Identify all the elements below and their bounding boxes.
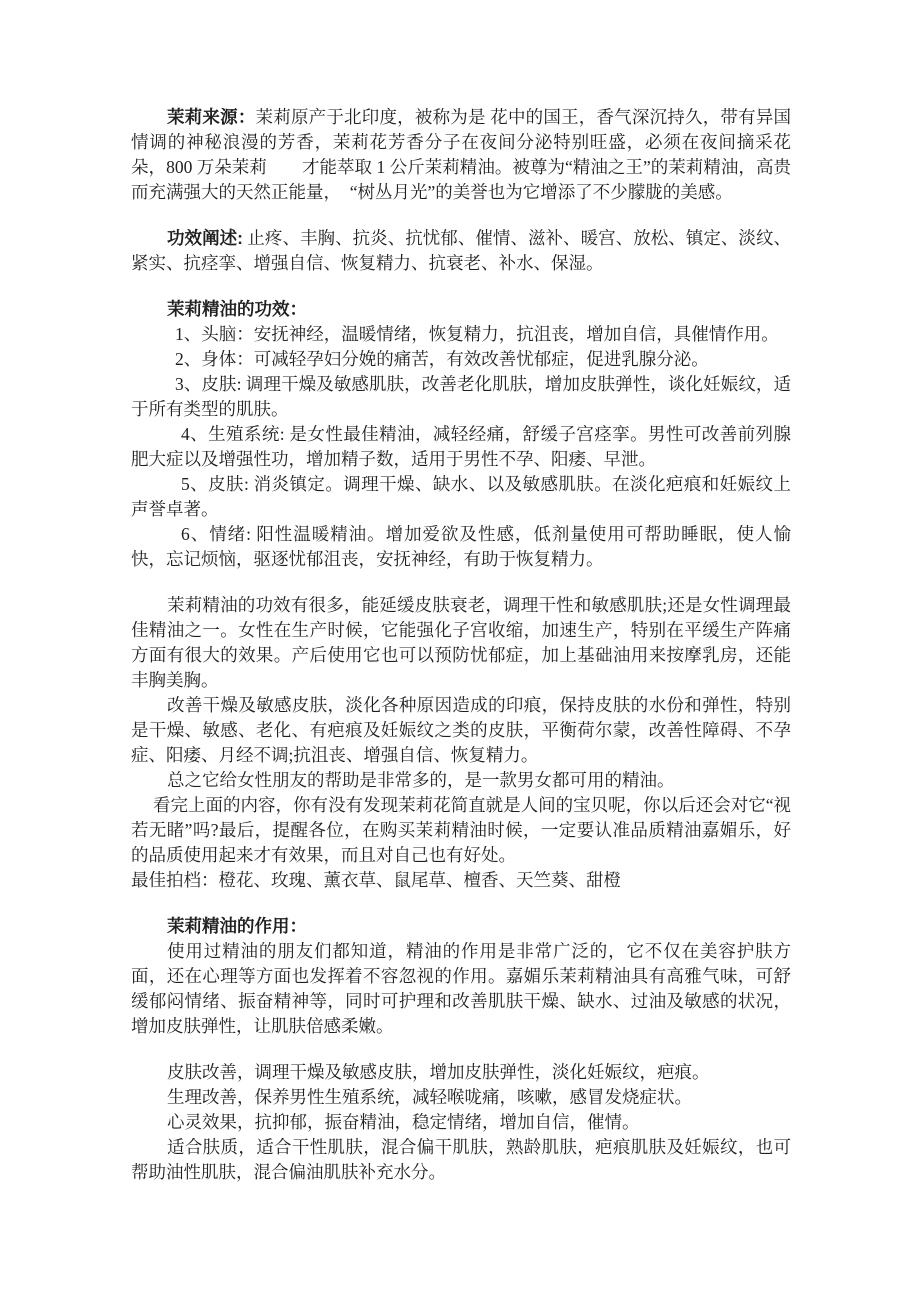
paragraph-summary: 总之它给女性朋友的帮助是非常多的，是一款男女都可用的精油。 — [167, 770, 675, 790]
heading-jasmine-oil-usage: 茉莉精油的作用： — [167, 916, 307, 936]
origin-lead-label: 茉莉来源： — [167, 107, 256, 127]
usage-point-mind: 心灵效果，抗抑郁，振奋精油，稳定情绪，增加自信，催情。 — [167, 1112, 640, 1132]
paragraph-best-partners: 最佳拍档：橙花、玫瑰、薰衣草、鼠尾草、檀香、天竺葵、甜橙 — [131, 870, 621, 890]
paragraph-jasmine-origin — [131, 105, 791, 205]
paragraph-benefits: 茉莉精油的功效有很多，能延缓皮肤衰老，调理干性和敏感肌肤;还是女性调理最佳精油之一。女性在生产时候，它能强化子宫收缩，加速生产，特别在平缓生产阵痛方面有很大的效果。产后使用它也可以预防忧郁症，加上基础油用来按摩乳房，还能丰胸美胸。 — [131, 595, 791, 690]
effects-summary-text: 止疼、丰胸、抗炎、抗忧郁、催情、滋补、暖宫、放松、镇定、淡纹、紧实、抗痉挛、增强自信、恢复精力、抗衰老、补水、保湿。 — [131, 228, 792, 273]
effect-item-4-reproductive: 4、生殖系统: 是女性最佳精油，减轻经痛，舒缓子宫痉挛。男性可改善前列腺肥大症以及增强性功，增加精子数，适用于男性不孕、阳痿、早泄。 — [131, 424, 791, 469]
usage-point-skin: 皮肤改善，调理干燥及敏感皮肤，增加皮肤弹性，淡化妊娠纹，疤痕。 — [167, 1062, 710, 1082]
usage-point-physiology: 生理改善，保养男性生殖系统，减轻喉咙痛，咳嗽，感冒发烧症状。 — [167, 1087, 692, 1107]
effect-item-5-skin: 5、皮肤: 消炎镇定。调理干燥、缺水、以及敏感肌肤。在淡化疤痕和妊娠纹上声誉卓著。 — [131, 474, 791, 519]
heading-jasmine-oil-effects: 茉莉精油的功效： — [167, 299, 307, 319]
paragraph-purchase-reminder: 看完上面的内容，你有没有发现茉莉花简直就是人间的宝贝呢，你以后还会对它“视若无睹”吗?最后，提醒各位，在购买茉莉精油时候，一定要认准品质精油嘉媚乐，好的品质使用起来才有效果，而且对自己也有好处。 — [131, 795, 791, 865]
paragraph-skin-improvement: 改善干燥及敏感皮肤，淡化各种原因造成的印痕，保持皮肤的水份和弹性，特别是干燥、敏感、老化、有疤痕及妊娠纹之类的皮肤，平衡荷尔蒙，改善性障碍、不孕症、阳痿、月经不调;抗沮丧、增强自信、恢复精力。 — [131, 695, 791, 765]
origin-text: 茉莉原产于北印度，被称为是 花中的国王，香气深沉持久，带有异国情调的神秘浪漫的芳香，茉莉花芳香分子在夜间分泌特别旺盛，必须在夜间摘采花朵，800 万朵茉莉 才能萃取 1 公斤茉莉精油。被尊为“精油之王”的茉莉精油，高贵而充满强大的天然正能量， “树丛月光”的美誉也为它增添了不少朦胧的美感。 — [131, 107, 792, 202]
effect-item-6-emotion: 6、情绪: 阳性温暖精油。增加爱欲及性感，低剂量使用可帮助睡眠，使人愉快，忘记烦恼，驱逐忧郁沮丧，安抚神经，有助于恢复精力。 — [131, 524, 791, 569]
effect-item-2-body: 2、身体：可减轻孕妇分娩的痛苦，有效改善忧郁症，促进乳腺分泌。 — [175, 349, 709, 369]
effect-item-1-brain: 1、头脑：安抚神经，温暖情绪，恢复精力，抗沮丧，增加自信，具催情作用。 — [175, 324, 779, 344]
paragraph-usage-intro: 使用过精油的朋友们都知道，精油的作用是非常广泛的，它不仅在美容护肤方面，还在心理等方面也发挥着不容忽视的作用。嘉媚乐茉莉精油具有高雅气味，可舒缓郁闷情绪、振奋精神等，同时可护理和改善肌肤干燥、缺水、过油及敏感的状况，增加皮肤弹性，让肌肤倍感柔嫩。 — [131, 941, 791, 1036]
effects-summary-lead-label: 功效阐述: — [167, 228, 243, 248]
paragraph-effects-summary — [131, 226, 791, 276]
usage-point-skin-types: 适合肤质，适合干性肌肤，混合偏干肌肤，熟龄肌肤，疤痕肌肤及妊娠纹，也可帮助油性肌肤，混合偏油肌肤补充水分。 — [131, 1137, 791, 1182]
effect-item-3-skin: 3、皮肤: 调理干燥及敏感肌肤，改善老化肌肤，增加皮肤弹性，谈化妊娠纹，适于所有类型的肌肤。 — [131, 374, 791, 419]
